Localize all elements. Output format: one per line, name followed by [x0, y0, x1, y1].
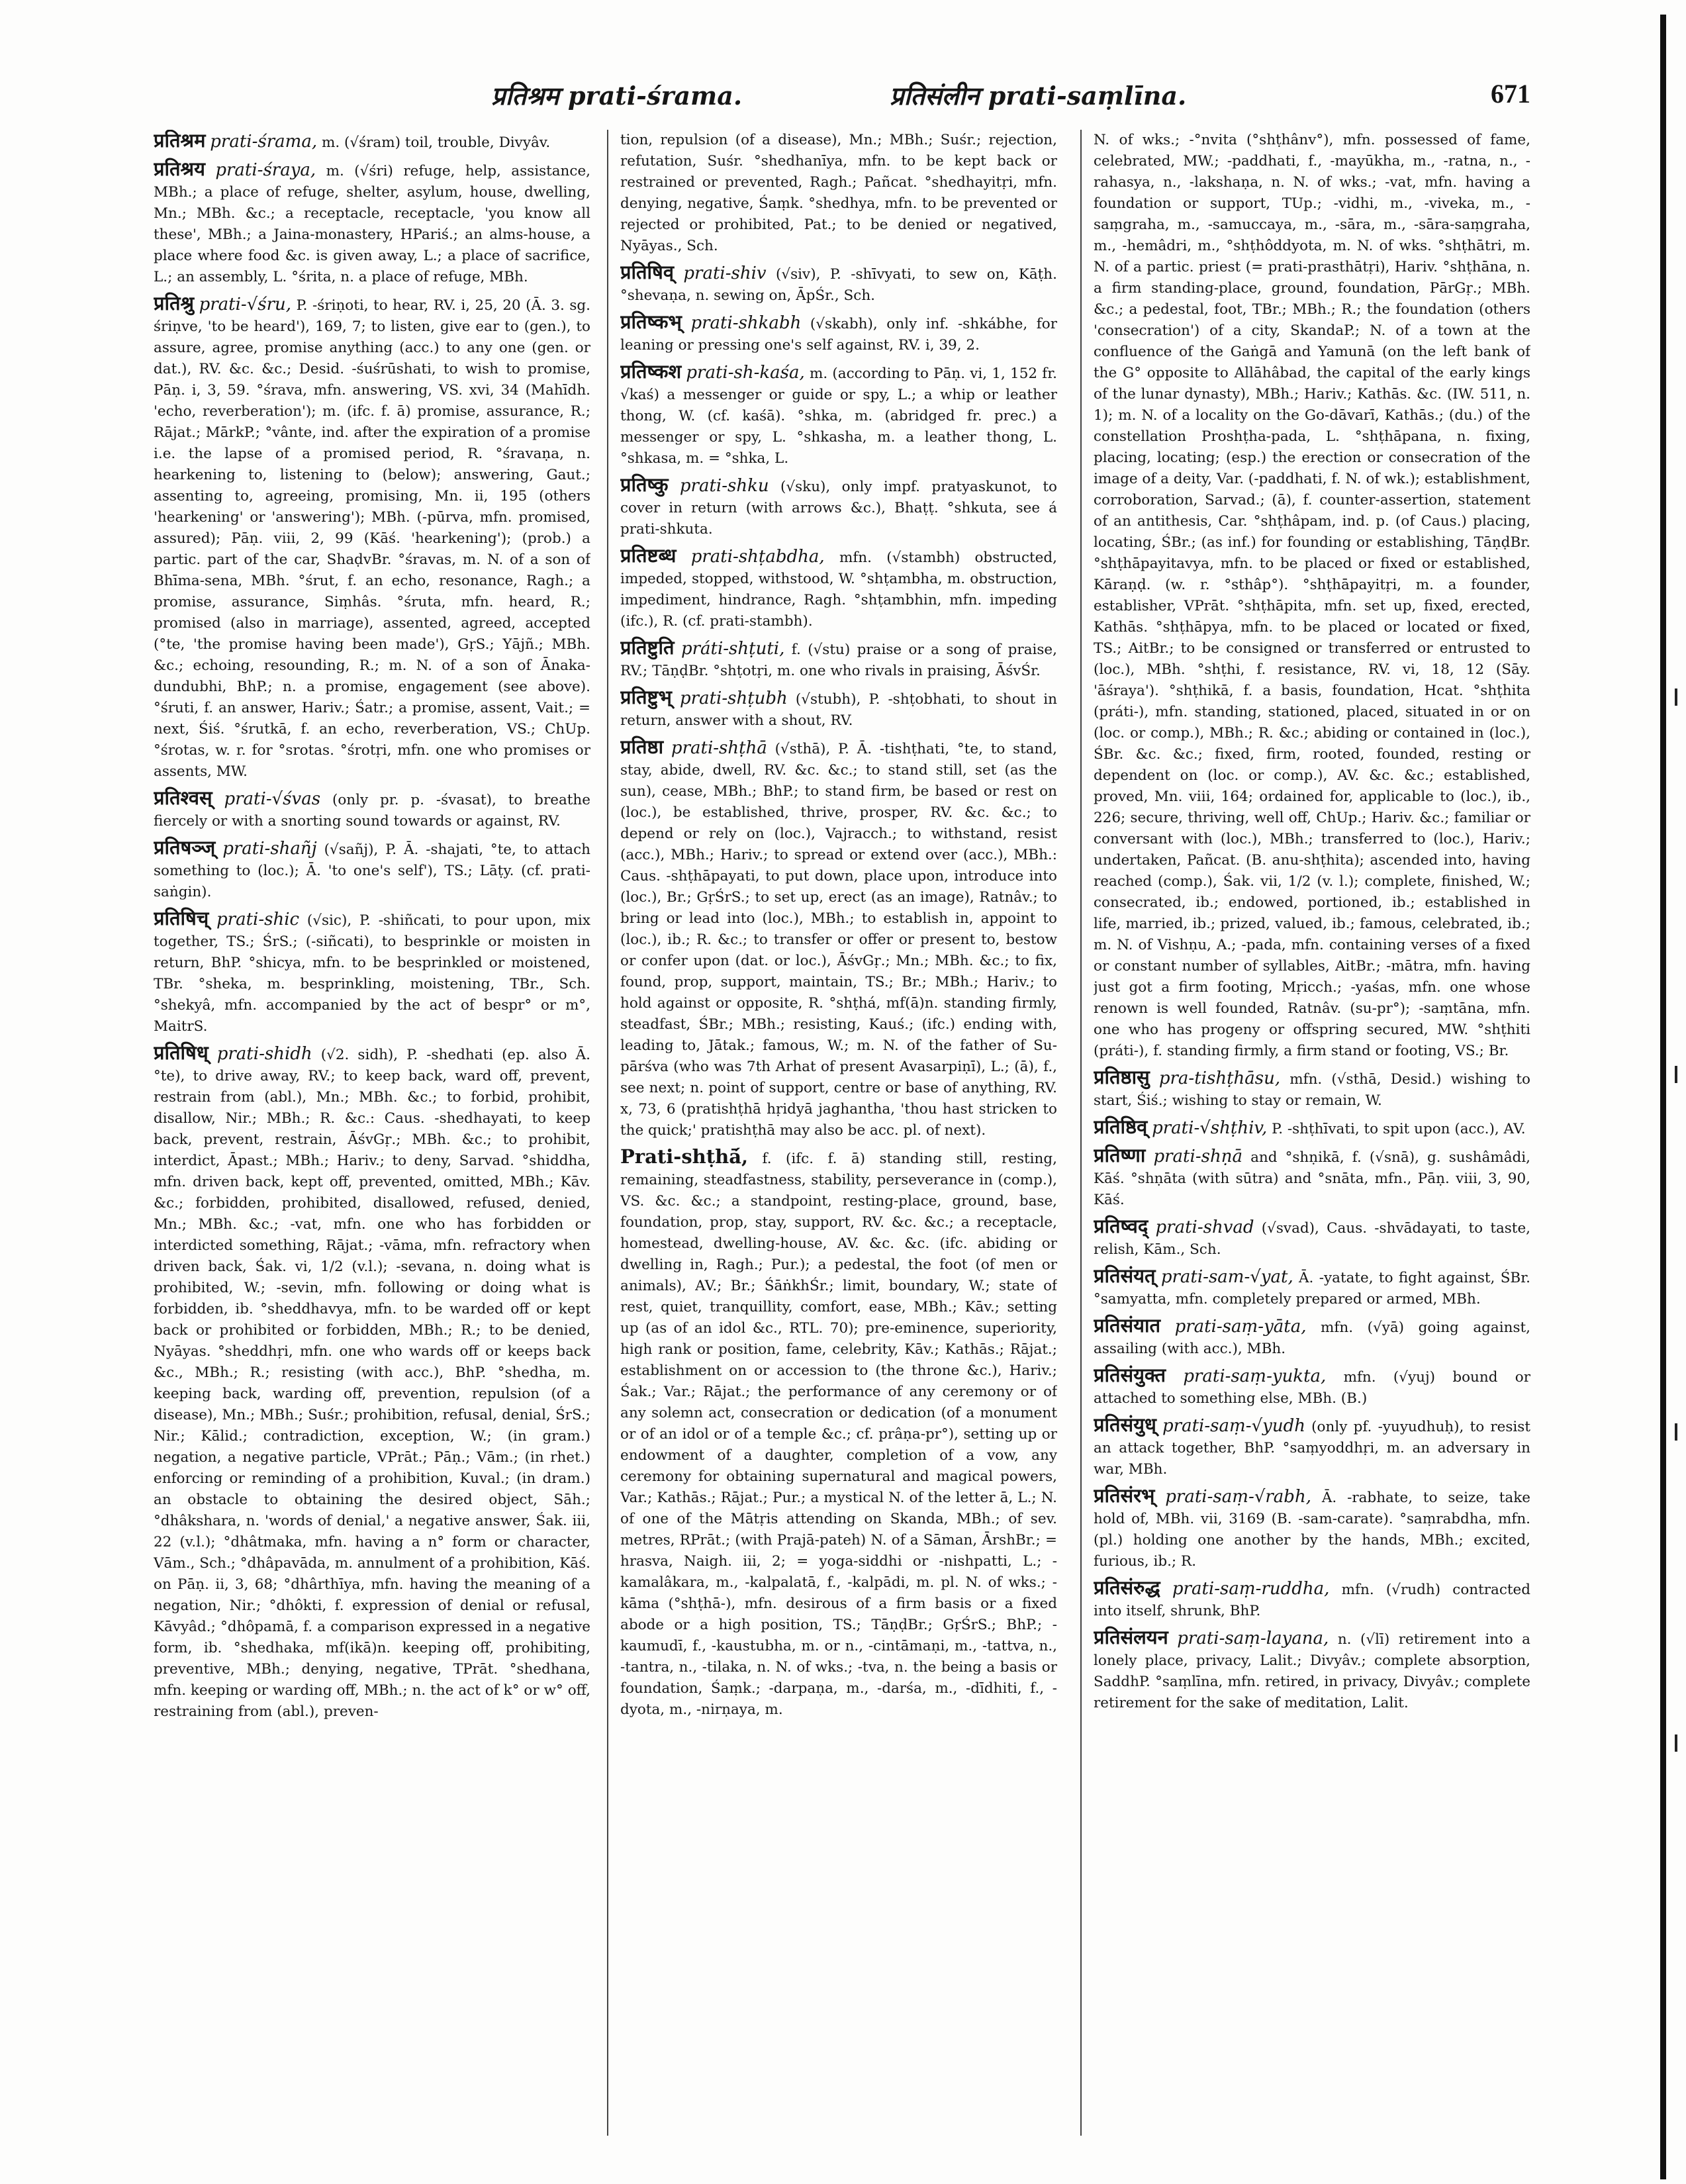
entry-definition: m. (√śram) toil, trouble, Divyâv. — [321, 134, 551, 151]
entry-definition: m. (√śri) refuge, help, assistance, MBh.; a place of refuge, shelter, asylum, house, dwelling, Mn.; MBh. &c.; a receptacle, receptacle, 'you know all these', MBh.; a Jaina-monastery, HPariś.; an alms-house, a place where food &c. is given away, L.; a place of sacrifice, L.; an assembly, L. °śrita, n. a place of refuge, MBh. — [154, 163, 590, 285]
entry-headword: प्रतिष्णा — [1094, 1144, 1146, 1166]
entry-headword: प्रतिसंयुक्त — [1094, 1364, 1166, 1386]
entry-headword: प्रतिषिध् — [154, 1041, 209, 1064]
entry-definition: f. (√stu) praise or a song of praise, RV.; TāṇḍBr. °shṭotṛi, m. one who rivals in praising, ĀśvŚr. — [620, 641, 1057, 679]
dictionary-entry — [1094, 1414, 1530, 1480]
entry-transliteration: prati-√śvas — [224, 789, 321, 809]
entry-headword: प्रतिश्रम — [154, 130, 206, 152]
entry-definition: (√2. sidh), P. -shedhati (ep. also Ā. °te), to drive away, RV.; to keep back, ward off, prevent, restrain from (abl.), Mn.; MBh. &c.; to forbid, prohibit, disallow, Nir.; MBh.; R. &c.: Caus. -shedhayati, to keep back, prevent, restrain, ĀśvGṛ.; MBh. &c.; to prohibit, interdict, Āpast.; MBh.; Hariv.; to deny, Sarvad. °shiddha, mfn. driven back, kept off, prevented, omitted, MBh.; Kāv. &c.; forbidden, prohibited, disallowed, refused, denied, Mn.; MBh. &c.; -vat, mfn. one who has forbidden or interdicted something, Rājat.; -vāma, mfn. refractory when driven back, Śak. vi, 1/2 (v.l.); -sevana, n. doing what is prohibited, W.; -sevin, mfn. following or doing what is forbidden, ib. °sheddhavya, mfn. to be warded off or kept back or prohibited or forbidden, MBh.; R.; to be denied, Nyāyas. °sheddhṛi, mfn. one who wards off or keeps back &c., MBh.; R.; resisting (with acc.), BhP. °shedha, m. keeping back, warding off, prevention, repulsion (of a disease), Mn.; MBh.; Suśr.; prohibition, refusal, denial, ŚrS.; Nir.; Kālid.; contradiction, exception, W.; (in gram.) negation, a negative particle, VPrāt.; Pāṇ.; Vām.; (in rhet.) enforcing or reminding of a prohibition, Kuval.; (in dram.) an obstacle to obtaining the desired object, Sāh.; °dhâkshara, n. 'words of denial,' a negative answer, Śak. iii, 22 (v.l.); °dhâtmaka, mfn. having a n° form or character, Vām., Sch.; °dhâpavāda, m. annulment of a prohibition, Kāś. on Pāṇ. ii, 3, 68; °dhârthīya, mfn. having the meaning of a negation, Nir.; °dhôkti, f. expression of denial or refusal, Kāvyâd.; °dhôpamā, f. a comparison expressed in a negative form, ib. °shedhaka, mf(ikā)n. keeping off, prohibiting, preventive, MBh.; denying, negative, TPrāt. °shedhana, mfn. keeping or warding off, MBh.; n. the act of k° or w° off, restraining from (abl.), preven- — [154, 1047, 590, 1720]
entry-definition: Ā. -rabhate, to seize, take hold of, MBh. vii, 3169 (B. -sam-carate). °saṃrabdha, mfn. (pl.) holding one another by the hands, MBh.; excited, furious, ib.; R. — [1094, 1490, 1530, 1570]
entry-transliteration: prati-saṃ-layana, — [1177, 1629, 1329, 1648]
entry-transliteration: prati-saṃ-yukta, — [1183, 1366, 1327, 1386]
dictionary-entry — [620, 637, 1057, 682]
entry-transliteration: práti-shṭuti, — [680, 639, 785, 659]
dictionary-entry — [1094, 1627, 1530, 1714]
dictionary-entry — [620, 1146, 1057, 1721]
entry-definition: (√siv), P. -shīvyati, to sew on, Kāṭh. °shevaṇa, n. sewing on, ĀpŚr., Sch. — [620, 266, 1057, 304]
entry-transliteration: prati-√śru, — [199, 295, 292, 314]
dictionary-entry — [1094, 1485, 1530, 1572]
entry-headword: प्रतिष्टुभ् — [620, 686, 672, 708]
entry-headword: प्रतिष्कश — [620, 360, 682, 383]
entry-definition: n. (√lī) retirement into a lonely place, privacy, Lalit.; Divyâv.; complete absorption, SaddhP. °saṃlīna, mfn. retired, in privacy, Divyâv.; complete retirement for the sake of meditation, Lalit. — [1094, 1631, 1530, 1711]
dictionary-entry — [620, 361, 1057, 469]
dictionary-entry — [154, 908, 590, 1037]
entry-headword: प्रतिष्टब्ध — [620, 544, 677, 567]
column-2 — [620, 130, 1057, 2136]
entry-headword: प्रतिषिव् — [620, 261, 674, 283]
entry-headword: प्रतिष्वद् — [1094, 1215, 1148, 1237]
entry-transliteration: prati-shañj — [222, 839, 317, 859]
entry-transliteration: prati-shidh — [216, 1044, 312, 1064]
scan-edge-bar — [1660, 15, 1666, 2179]
entry-headword: प्रतिष्ठा — [620, 736, 664, 758]
entry-headword: प्रतिष्ठिव् — [1094, 1116, 1148, 1138]
entry-transliteration: pra-tishṭhāsu, — [1158, 1068, 1281, 1088]
entry-headword: प्रतिसंरभ् — [1094, 1484, 1155, 1507]
margin-mark — [1675, 1066, 1677, 1083]
entry-headword: Prati-shṭhā́, — [620, 1145, 749, 1168]
dictionary-entry — [1094, 1315, 1530, 1360]
dictionary-entry — [154, 293, 590, 783]
margin-mark — [1675, 1734, 1677, 1752]
entry-transliteration: prati-shic — [216, 910, 300, 929]
entry-headword: प्रतिश्वस् — [154, 786, 212, 809]
entry-headword: प्रतिसंयुध् — [1094, 1413, 1156, 1436]
entry-transliteration: prati-saṃ-√rabh, — [1165, 1487, 1311, 1507]
dictionary-entry — [620, 130, 1057, 257]
entry-definition: and °shṇikā, f. (√snā), g. sushâmâdi, Kāś. °shṇāta (with sūtra) and °snāta, mfn., Pāṇ. viii, 3, 90, Kāś. — [1094, 1149, 1530, 1208]
entry-transliteration: prati-shṭubh — [680, 688, 788, 708]
running-head-left: प्रतिश्रम prati-śrama. — [491, 81, 743, 111]
entry-transliteration: prati-shkabh — [690, 313, 802, 333]
entry-definition: (√sic), P. -shiñcati, to pour upon, mix together, TS.; ŚrS.; (-siñcati), to besprinkle or moisten in return, BhP. °shicya, mfn. to be besprinkled or moistened, TBr. °sheka, m. besprinkling, moistening, TBr., Sch. °shekyâ, mfn. accompanied by the act of bespr° or m°, MaitrS. — [154, 912, 590, 1035]
entry-headword: प्रतिसंयत् — [1094, 1264, 1156, 1287]
dictionary-entry — [620, 311, 1057, 356]
entry-transliteration: prati-śrama, — [210, 132, 318, 152]
dictionary-entry — [154, 130, 590, 154]
entry-definition: mfn. (√stambh) obstructed, impeded, stopped, withstood, W. °shṭambha, m. obstruction, impediment, hindrance, Ragh. °shṭambhin, mfn. impeding (ifc.), R. (cf. prati-stambh). — [620, 549, 1057, 630]
entry-definition: (only pf. -yuyudhuḥ), to resist an attack together, BhP. °saṃyoddhṛi, m. an adversary in war, MBh. — [1094, 1419, 1530, 1478]
margin-mark — [1675, 1423, 1677, 1441]
dictionary-entry — [1094, 1145, 1530, 1211]
entry-transliteration: prati-sam-√yat, — [1160, 1267, 1293, 1287]
page-number: 671 — [1491, 79, 1530, 109]
entry-transliteration: prati-shiv — [683, 263, 767, 283]
dictionary-entry — [154, 158, 590, 288]
entry-definition: tion, repulsion (of a disease), Mn.; MBh.; Suśr.; rejection, refutation, Suśr. °shedhanīya, mfn. to be kept back or restrained or prevented, Ragh.; Pañcat. °shedhayitṛi, mfn. denying, negative, Śaṃk. °shedhya, mfn. to be prevented or rejected or prohibited, Pat.; to be denied or negatived, Nyāyas., Sch. — [620, 132, 1057, 254]
entry-headword: प्रतिसंरुद्ध — [1094, 1576, 1160, 1599]
entry-headword: प्रतिष्कु — [620, 473, 669, 496]
entry-definition: (only pr. p. -śvasat), to breathe fiercely or with a snorting sound towards or against, RV. — [154, 792, 590, 830]
entry-definition: (√sku), only impf. pratyaskunot, to cover in return (with arrows &c.), Bhaṭṭ. °shkuta, see á prati-shkuta. — [620, 479, 1057, 538]
entry-definition: f. (ifc. f. ā) standing still, resting, remaining, steadfastness, stability, perseverance in (comp.), VS. &c. &c.; a standpoint, resting-place, ground, base, foundation, prop, stay, support, RV. &c. &c.; a receptacle, homestead, dwelling-house, AV. &c. &c. (ifc. abiding or dwelling in, Ragh.; Pur.); a pedestal, the foot (of men or animals), AV.; Br.; ŚāṅkhŚr.; limit, boundary, W.; state of rest, quiet, tranquillity, comfort, ease, MBh.; Kāv.; setting up (as of an idol &c., RTL. 70); pre-eminence, superiority, high rank or position, fame, celebrity, Kāv.; Kathās.; Rājat.; establishment on or accession to (the throne &c.), Hariv.; Śak.; Var.; Rājat.; the performance of any ceremony or of any solemn act, consecration or dedication (of a monument or of an idol or of a temple &c.; cf. prâṇa-pr°), setting up or endowment of a daughter, completion of a vow, any ceremony for obtaining supernatural and magical powers, Var.; Kathās.; Rājat.; Pur.; a mystical N. of the letter ā, L.; N. of one of the Mātṛis attending on Skanda, MBh.; of sev. metres, RPrāt.; (with Prajā-pateh) N. of a Sāman, ĀrshBr.; = hrasva, Naigh. iii, 2; = yoga-siddhi or -nishpatti, L.; -kamalâkara, m., -kalpalatā, f., -kalpādi, m. pl. N. of wks.; -kāma (°shṭhā-), mfn. desirous of a firm basis or a fixed abode or a high position, TS.; TāṇḍBr.; GṛŚrS.; BhP.; -kaumudī, f., -kaustubha, m. or n., -cintāmaṇi, m., -tattva, n., -tantra, n., -tilaka, n. N. of wks.; -tva, n. the being a basis or foundation, Śaṃk.; -darpaṇa, m., -darśa, m., -dīdhiti, f., -dyota, m., -nirṇaya, m. — [620, 1151, 1057, 1718]
entry-headword: प्रतिश्रय — [154, 158, 205, 180]
entry-definition: mfn. (√sthā, Desid.) wishing to start, Śiś.; wishing to stay or remain, W. — [1094, 1071, 1530, 1109]
entry-headword: प्रतिसंयात — [1094, 1314, 1161, 1337]
entry-transliteration: prati-shṇā — [1153, 1147, 1242, 1166]
dictionary-entry — [1094, 1265, 1530, 1310]
dictionary-entry — [620, 474, 1057, 540]
dictionary-entry — [1094, 1215, 1530, 1260]
dictionary-entry — [1094, 1116, 1530, 1140]
dictionary-entry — [620, 545, 1057, 632]
page-header — [154, 78, 1530, 124]
entry-headword: प्रतिष्ठासु — [1094, 1066, 1150, 1088]
entry-definition: m. (according to Pāṇ. vi, 1, 152 fr. √kaś) a messenger or guide or spy, L.; a whip or leather thong, W. (cf. kaśā). °shka, m. (abridged fr. prec.) a messenger or spy, L. °shkasha, m. a leather thong, L. °shkasa, m. = °shka, L. — [620, 365, 1057, 467]
entry-definition: (√skabh), only inf. -shkábhe, for leaning or pressing one's self against, RV. i, 39, 2. — [620, 316, 1057, 354]
margin-mark — [1675, 688, 1677, 706]
entry-headword: प्रतिषिच् — [154, 907, 209, 929]
dictionary-entry — [620, 687, 1057, 732]
dictionary-entry — [1094, 1364, 1530, 1409]
entry-transliteration: prati-saṃ-yāta, — [1174, 1317, 1307, 1337]
column-1 — [154, 130, 590, 2136]
entry-definition: Ā. -yatate, to fight against, ŚBr. °samyatta, mfn. completely prepared or armed, MBh. — [1094, 1270, 1530, 1307]
dictionary-entry — [154, 837, 590, 903]
entry-headword: प्रतिसंलयन — [1094, 1626, 1168, 1648]
entry-definition: N. of wks.; -°nvita (°shṭhânv°), mfn. possessed of fame, celebrated, MW.; -paddhati, f., -mayūkha, m., -ratna, n., -rahasya, n., -lakshaṇa, n. N. of wks.; -vat, mfn. having a foundation or support, TUp.; -vidhi, m., -viveka, m., -saṃgraha, m., -samuccaya, m., -sāra, m., -sāra-saṃgraha, m., -hemâdri, m., °shṭhôddyota, m. N. of wks. °shṭhātri, m. N. of a partic. priest (= prati-prasthātṛi), Hariv. °shṭhāna, n. a firm standing-place, ground, foundation, PārGṛ.; MBh. &c.; a pedestal, foot, TBr.; MBh.; R.; the foundation (others 'consecration') of a city, SkandaP.; N. of a town at the confluence of the Gaṅgā and Yamunā (on the left bank of the G° opposite to Allāhâbad, the capital of the early kings of the lunar dynasty), MBh.; Hariv.; Kathās. &c. (IW. 511, n. 1); m. N. of a locality on the Go-dāvarī, Kathās.; (du.) of the constellation Proshṭha-pada, L. °shṭhāpana, n. fixing, placing, locating; (esp.) the erection or consecration of the image of a deity, Var. (-paddhati, f. N. of wk.); establishment, corroboration, Sarvad.; (ā), f. counter-assertion, statement of an antithesis, Car. °shṭhâpam, ind. p. (of Caus.) placing, locating, ŚBr.; (as inf.) for founding or establishing, TāṇḍBr. °shṭhāpayitavya, mfn. to be placed or fixed or established, Kāraṇḍ. (w. r. °sthâp°). °shṭhāpayitṛi, m. a founder, establisher, VPrāt. °shṭhāpita, mfn. set up, fixed, erected, Kathās. °shṭhāpya, mfn. to be placed or located or fixed, TS.; AitBr.; to be consigned or transferred or entrusted to (loc.), MBh. °shṭhi, f. resistance, RV. vi, 18, 12 (Sāy. 'āśraya'). °shṭhikā, f. a basis, foundation, Hcat. °shṭhita (práti-), mfn. standing, stationed, placed, situated in or on (loc. or comp.), MBh.; R. &c.; abiding or contained in (loc.), ŚBr. &c. &c.; fixed, firm, rooted, founded, resting or dependent on (loc. or comp.), AV. &c. &c.; established, proved, Mn. viii, 164; ordained for, applicable to (loc.), ib., 226; secure, thriving, well off, ChUp.; Hariv. &c.; familiar or conversant with (loc.), MBh.; transferred to (loc.), Hariv.; undertaken, Pañcat. (B. anu-shṭhita); ascended into, having reached (comp.), Śak. vii, 1/2 (v. l.); complete, finished, W.; consecrated, ib.; endowed, portioned, ib.; established in life, married, ib.; prized, valued, ib.; famous, celebrated, ib.; m. N. of Vishṇu, A.; -pada, mfn. containing verses of a fixed or constant number of syllables, AitBr.; -mātra, mfn. having just got a firm footing, Mṛicch.; -yaśas, mfn. one whose renown is well founded, Ratnâv. (su-pr°); -saṃtāna, mfn. one who has progeny or offspring secured, MW. °shṭhiti (práti-), f. standing firmly, a firm stand or footing, VS.; Br. — [1094, 132, 1530, 1059]
dictionary-entry — [1094, 1577, 1530, 1622]
dictionary-entry — [620, 261, 1057, 307]
entry-definition: (√sañj), P. Ā. -shajati, °te, to attach something to (loc.); Ā. 'to one's self'), TS.; Lāṭy. (cf. prati-saṅgin). — [154, 841, 590, 900]
entry-definition: P. -shṭhīvati, to spit upon (acc.), AV. — [1272, 1121, 1526, 1137]
entry-transliteration: prati-shku — [679, 476, 769, 496]
dictionary-entry — [620, 736, 1057, 1141]
entry-transliteration: prati-shṭhā — [671, 738, 767, 758]
running-head-right: प्रतिसंलीन prati-saṃlīna. — [890, 81, 1187, 111]
dictionary-entry — [1094, 130, 1530, 1062]
entry-definition: mfn. (√yuj) bound or attached to something else, MBh. (B.) — [1094, 1369, 1530, 1407]
dictionary-entry — [154, 787, 590, 832]
entry-transliteration: prati-shvad — [1155, 1217, 1254, 1237]
dictionary-columns — [154, 130, 1530, 2136]
entry-headword: प्रतिश्रु — [154, 292, 195, 314]
entry-headword: प्रतिषञ्ज् — [154, 836, 216, 859]
entry-headword: प्रतिष्टुति — [620, 636, 675, 659]
dictionary-entry — [1094, 1067, 1530, 1112]
dictionary-entry — [154, 1042, 590, 1723]
entry-transliteration: prati-sh-kaśa, — [686, 363, 805, 383]
entry-transliteration: prati-√shṭhiv, — [1152, 1118, 1268, 1138]
entry-headword: प्रतिष्कभ् — [620, 310, 682, 333]
entry-definition: mfn. (√yā) going against, assailing (with acc.), MBh. — [1094, 1319, 1530, 1357]
entry-definition: (√sthā), P. Ā. -tishṭhati, °te, to stand, stay, abide, dwell, RV. &c. &c.; to stand still, set (as the sun), cease, MBh.; BhP.; to stand firm, be based or rest on (loc.), be established, thrive, prosper, RV. &c. &c.; to depend or rely on (loc.), Vajracch.; to withstand, resist (acc.), MBh.; Hariv.; to spread or extend over (acc.), MBh.: Caus. -shṭhāpayati, to put down, place upon, introduce into (loc.), Br.; GṛŚrS.; to set up, erect (as an image), Ratnâv.; to bring or lead into (loc.), MBh.; to establish in, appoint to (loc.), ib.; R. &c.; to transfer or offer or present to, bestow or confer upon (dat. or loc.), ĀśvGṛ.; Mn.; MBh. &c.; to fix, found, prop, support, maintain, TS.; Br.; MBh.; Hariv.; to hold against or opposite, R. °shṭhá, mf(ā)n. standing firmly, steadfast, ŚBr.; MBh.; resisting, Kauś.; (ifc.) ending with, leading to, Jātak.; famous, W.; m. N. of the father of Su-pārśva (who was 7th Arhat of present Avasarpiṇī), L.; (ā), f., see next; n. point of support, centre or base of anything, RV. x, 73, 6 (pratishṭhā hṛidyā jaghantha, 'thou hast stricken to the quick;' pratishṭhā may also be acc. pl. of next). — [620, 741, 1057, 1139]
entry-definition: mfn. (√rudh) contracted into itself, shrunk, BhP. — [1094, 1582, 1530, 1619]
entry-transliteration: prati-saṃ-√yudh — [1162, 1416, 1305, 1436]
entry-transliteration: prati-shṭabdha, — [690, 547, 825, 567]
entry-definition: P. -śriṇoti, to hear, RV. i, 25, 20 (Ā. 3. sg. śriṇve, 'to be heard'), 169, 7; to listen, give ear to (gen.), to assure, agree, promise anything (acc.) to any one (gen. or dat.), RV. &c. &c.; Desid. -śuśrūshati, to wish to promise, Pāṇ. i, 3, 59. °śrava, mfn. answering, VS. xvi, 34 (Mahīdh. 'echo, reverberation'); m. (ifc. f. ā) promise, assurance, R.; Rājat.; MārkP.; °vânte, ind. after the expiration of a promise i.e. the lapse of a promised period, R. °śravaṇa, n. hearkening to, listening to (below); answering, Gaut.; assenting to, agreeing, promising, Mn. ii, 195 (others 'hearkening' or 'answering'); MBh. (-pūrva, mfn. promised, assured); Pāṇ. viii, 2, 99 (Kāś. 'hearkening'); (prob.) a partic. part of the car, ShaḍvBr. °śravas, m. N. of a son of Bhīma-sena, MBh. °śrut, f. an echo, resonance, Ragh.; a promise, assurance, Siṃhâs. °śruta, mfn. heard, R.; promised (also in marriage), assented, agreed, accepted (°te, 'the promise having been made'), GṛS.; Yājñ.; MBh. &c.; echoing, resounding, R.; m. N. of a son of Ānaka-dundubhi, BhP.; n. a promise, engagement (see above). °śruti, f. an answer, Hariv.; Śatr.; a promise, assent, Vait.; = next, Śiś. °śrutkā, f. an echo, reverberation, VS.; ChUp. °śrotas, w. r. for °srotas. °śrotṛi, mfn. one who promises or assents, MW. — [154, 297, 590, 780]
entry-transliteration: prati-saṃ-ruddha, — [1172, 1579, 1330, 1599]
entry-definition: (√stubh), P. -shṭobhati, to shout in return, answer with a shout, RV. — [620, 691, 1057, 729]
entry-transliteration: prati-śraya, — [215, 160, 316, 180]
entry-definition: (√svad), Caus. -shvādayati, to taste, relish, Kām., Sch. — [1094, 1220, 1530, 1258]
column-3 — [1094, 130, 1530, 2136]
